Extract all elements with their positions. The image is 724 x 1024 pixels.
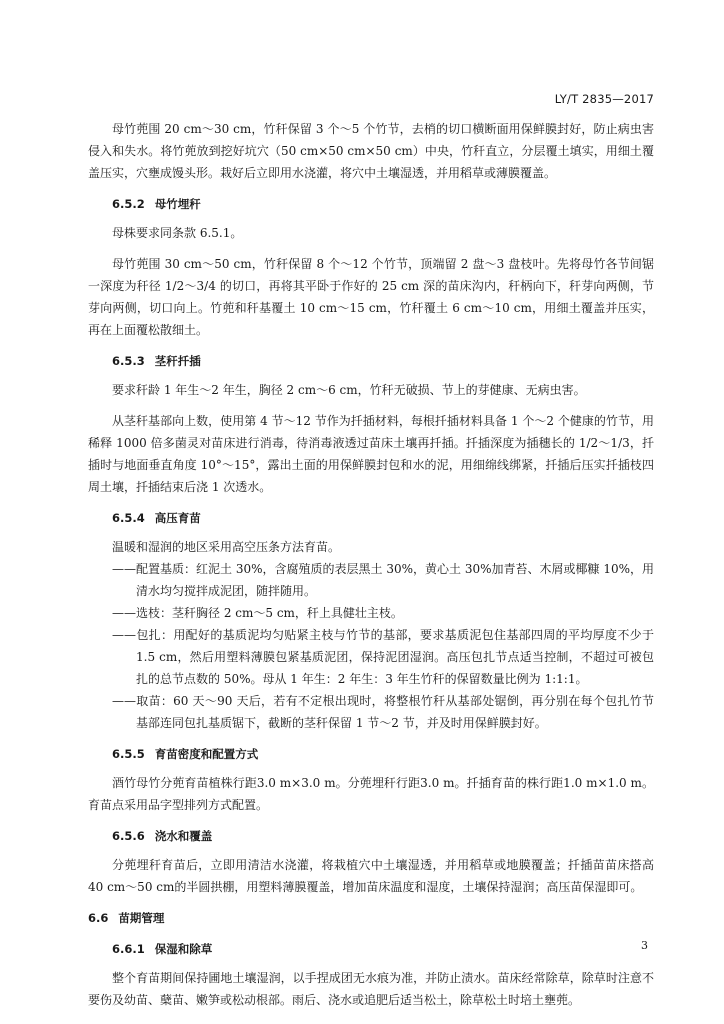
section-heading	[112, 938, 654, 960]
section-number: 6.5.5	[112, 747, 145, 761]
section-title: 母竹埋秆	[154, 197, 201, 211]
paragraph: 从茎秆基部向上数，使用第 4 节～12 节作为扦插材料，每根扦插材料具备 1 个～2 个健康的竹节，用稀释 1000 倍多菌灵对苗床进行消毒，待消毒液透过苗床土壤再扦插。扦插深度为插穗长的 1/2～1/3，扦插时与地面垂直角度 10°～15°，露出土面的用保鲜膜封包和水的泥，用细绵线绑紧，扦插后压实扦插枝四周土壤，扦插结束后浇 1 次透水。	[88, 414, 654, 494]
list-item: ——取苗：60 天～90 天后，若有不定根出现时，将整根竹秆从基部处锯倒，再分别在每个包扎竹节基部连同包扎基质锯下，截断的茎秆保留 1 节～2 节，并及时用保鲜膜封好。	[112, 694, 654, 730]
list-item: ——配置基质：红泥土 30%，含腐殖质的表层黑土 30%，黄心土 30%加青苔、木屑或椰糠 10%，用清水均匀搅拌成泥团，随拌随用。	[112, 562, 654, 598]
section-number: 6.5.6	[112, 829, 145, 843]
section-heading	[112, 193, 654, 215]
section-number: 6.5.3	[112, 354, 145, 368]
section-title: 苗期管理	[118, 911, 165, 925]
section-number: 6.5.4	[112, 511, 145, 525]
paragraph: 要求秆龄 1 年生～2 年生，胸径 2 cm～6 cm，竹秆无破损、节上的芽健康、无病虫害。	[112, 383, 586, 397]
section-title: 育苗密度和配置方式	[154, 747, 259, 761]
section-number: 6.6	[88, 911, 109, 925]
list-item: ——包扎：用配好的基质泥均匀贴紧主枝与竹节的基部，要求基质泥包住基部四周的平均厚度不少于 1.5 cm，然后用塑料薄膜包紧基质泥团，保持泥团湿润。高压包扎节点适当控制，不超过可被包扎的总节点数的 50%。母从 1 年生：2 年生：3 年生竹秆的保留数量比例为 1:1:1。	[112, 628, 654, 686]
section-title: 茎秆扦插	[154, 354, 201, 368]
paragraph: 母竹蔸围 20 cm～30 cm，竹秆保留 3 个～5 个竹节，去梢的切口横断面用保鲜膜封好，防止病虫害侵入和失水。将竹蔸放到挖好坑穴（50 cm×50 cm×50 cm）中央，竹秆直立，分层覆土填实，用细土覆盖压实，穴壅成馒头形。栽好后立即用水浇灌，将穴中土壤湿透，并用稻草或薄膜覆盖。	[88, 122, 654, 180]
section-heading	[112, 507, 654, 529]
paragraph: 分蔸埋秆育苗后，立即用清洁水浇灌，将栽植穴中土壤湿透，并用稻草或地膜覆盖；扦插苗苗床搭高40 cm～50 cm的半圆拱棚，用塑料薄膜覆盖，增加苗床温度和湿度，土壤保持湿润；高压苗保湿即可。	[88, 858, 654, 894]
section-heading	[112, 350, 654, 372]
section-title: 高压育苗	[154, 511, 201, 525]
section-heading	[88, 907, 654, 929]
paragraph: 整个育苗期间保持圃地土壤湿润，以手捏成团无水痕为准，并防止渍水。苗床经常除草，除草时注意不要伤及幼苗、蘖苗、嫩笋或松动根部。雨后、浇水或追肥后适当松土，除草松土时培土壅蔸。	[88, 971, 654, 1007]
section-heading	[112, 743, 654, 765]
standard-code: LY/T 2835—2017	[554, 92, 654, 106]
section-title: 保湿和除草	[154, 942, 213, 956]
section-heading	[112, 825, 654, 847]
section-number: 6.5.2	[112, 197, 145, 211]
paragraph: 母株要求同条款 6.5.1。	[112, 226, 243, 240]
document-body	[88, 118, 654, 1020]
section-number: 6.6.1	[112, 942, 145, 956]
paragraph: 温暖和湿润的地区采用高空压条方法育苗。	[112, 540, 341, 554]
paragraph: 母竹蔸围 30 cm～50 cm，竹秆保留 8 个～12 个竹节，顶端留 2 盘～3 盘枝叶。先将母竹各节间锯一深度为秆径 1/2～3/4 的切口，再将其平卧于作好的 25 cm 深的苗床沟内，秆柄向下，秆芽向两侧，节芽向两侧，切口向上。竹蔸和秆基覆土 10 cm～15 cm，竹秆覆土 6 cm～10 cm，用细土覆盖并压实，再在上面覆松散细土。	[88, 257, 654, 337]
list-item: ——选枝：茎秆胸径 2 cm～5 cm，秆上具健壮主枝。	[112, 606, 403, 620]
page-number: 3	[641, 939, 648, 952]
paragraph: 酒竹母竹分蔸育苗植株行距3.0 m×3.0 m。分蔸埋秆行距3.0 m。扦插育苗的株行距1.0 m×1.0 m。育苗点采用品字型排列方式配置。	[88, 776, 654, 812]
section-title: 浇水和覆盖	[154, 829, 213, 843]
